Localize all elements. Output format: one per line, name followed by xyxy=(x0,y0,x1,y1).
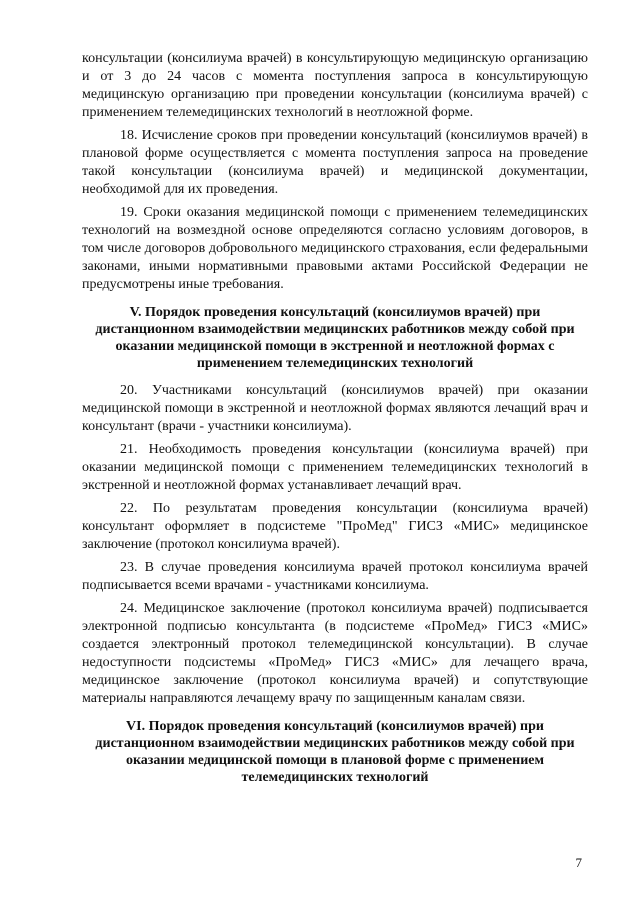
page-number: 7 xyxy=(575,855,582,870)
section-6-heading: VI. Порядок проведения консультаций (консилиумов врачей) при дистанционном взаимодействии медицинских работников между собой при оказании медицинской помощи в плановой форме с применением телемедицинских технологий xyxy=(95,719,575,785)
paragraph-21: 21. Необходимость проведения консультации (консилиума врачей) при оказании медицинской помощи с применением телемедицинских технологий в экстренной и неотложной формах устанавливает лечащий врач. xyxy=(82,442,588,493)
section-5-heading: V. Порядок проведения консультаций (консилиумов врачей) при дистанционном взаимодействии медицинских работников между собой при оказании медицинской помощи в экстренной и неотложной формах с применением телемедицинских технологий xyxy=(95,305,575,371)
paragraph-continuation: консультации (консилиума врачей) в консультирующую медицинскую организацию и от 3 до 24 часов с момента поступления запроса в консультирующую медицинскую организацию при проведении консультации (консилиума врачей) с применением телемедицинских технологий в неотложной форме. xyxy=(82,51,588,120)
paragraph-23: 23. В случае проведения консилиума врачей протокол консилиума врачей подписывается всеми врачами - участниками консилиума. xyxy=(82,560,588,593)
document-page xyxy=(82,50,588,796)
paragraph-20: 20. Участниками консультаций (консилиумов врачей) при оказании медицинской помощи в экстренной и неотложной формах являются лечащий врач и консультант (врачи - участники консилиума). xyxy=(82,383,588,434)
paragraph-22: 22. По результатам проведения консультации (консилиума врачей) консультант оформляет в подсистеме "ПроМед" ГИСЗ «МИС» медицинское заключение (протокол консилиума врачей). xyxy=(82,501,588,552)
paragraph-24: 24. Медицинское заключение (протокол консилиума врачей) подписывается электронной подписью консультанта (в подсистеме «ПроМед» ГИСЗ «МИС» создается электронный протокол телемедицинской консультации). В случае недоступности подсистемы «ПроМед» ГИСЗ «МИС» для лечащего врача, медицинское заключение (протокол консилиума врачей) и сопутствующие материалы направляются лечащему врачу по защищенным каналам связи. xyxy=(82,601,588,706)
paragraph-18: 18. Исчисление сроков при проведении консультаций (консилиумов врачей) в плановой форме осуществляется с момента поступления запроса на проведение такой консультации (консилиума врачей) и медицинской документации, необходимой для их проведения. xyxy=(82,128,588,197)
paragraph-19: 19. Сроки оказания медицинской помощи с применением телемедицинских технологий на возмездной основе определяются согласно условиям договоров, в том числе договоров добровольного медицинского страхования, если федеральными законами, иными нормативными правовыми актами Российской Федерации не предусмотрены иные требования. xyxy=(82,205,588,292)
